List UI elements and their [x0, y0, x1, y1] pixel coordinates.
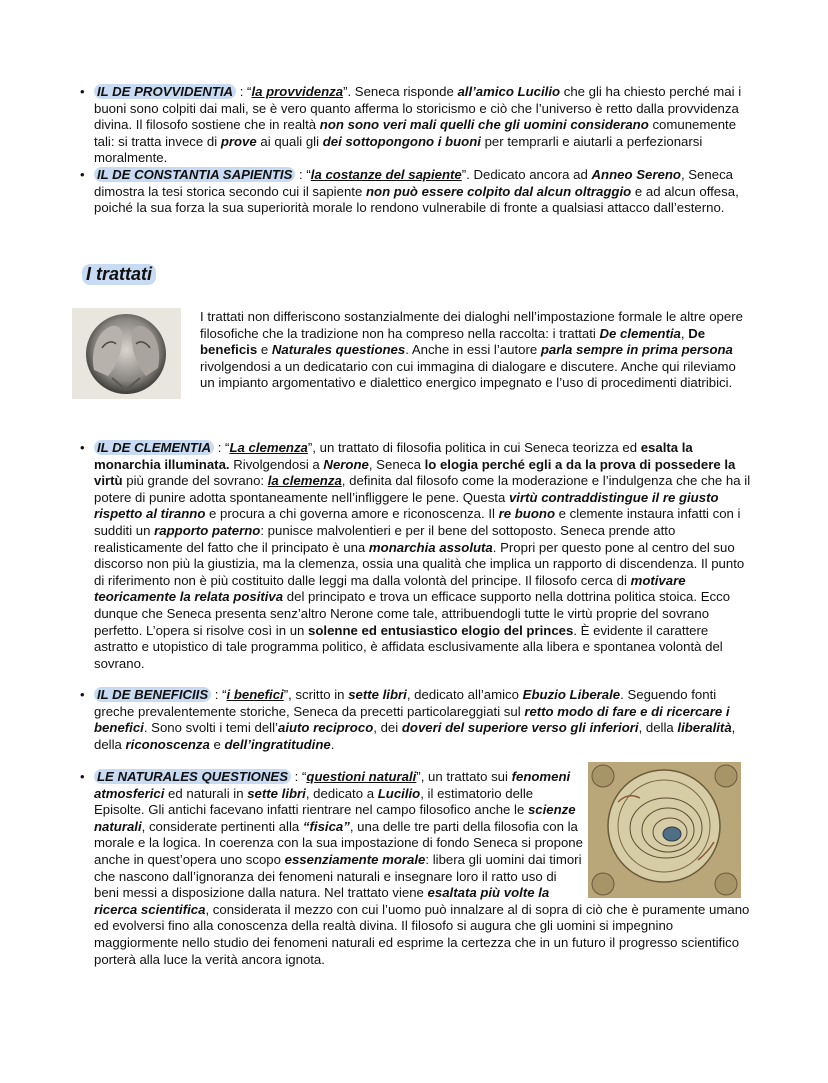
bullet-dot: •	[80, 84, 85, 99]
beneficiis-title: IL DE BENEFICIIS	[94, 687, 211, 702]
bullet-dot: •	[80, 769, 85, 784]
bullet-providentia	[80, 84, 752, 167]
providentia-text: IL DE PROVVIDENTIA : “la provvidenza”. Seneca risponde all’amico Lucilio che gli ha chiesto perché mai i buoni sono colpiti dai mali, se è vero quanto afferma lo storicismo e ciò che l’universo è retto dalla provvidenza divina. Il filosofo sostiene che in realtà non sono veri mali quelli che gli uomini considerano comunemente tali: si tratta invece di prove ai quali gli dei sottopongono i buoni per temprarli e aiutarli a perfezionarsi moralmente.	[94, 84, 742, 166]
constantia-text: IL DE CONSTANTIA SAPIENTIS : “la costanze del sapiente”. Dedicato ancora ad Anneo Sereno, Seneca dimostra la tesi storica secondo cui il sapiente non può essere colpito dal alcun oltraggio e ad alcun offesa, poiché la sua forza la sua superiorità morale lo rendono vulnerabile di fronte a qualsiasi attacco dall’esterno.	[94, 167, 739, 216]
bullet-beneficiis	[80, 687, 752, 753]
bullet-dot: •	[80, 687, 85, 702]
beneficiis-text: IL DE BENEFICIIS : “i benefici”, scritto in sette libri, dedicato all’amico Ebuzio Liberale. Seguendo fonti greche prevalentemente storiche, Seneca da precetti particolareggiati sul retto modo di fare e di ricercare i benefici. Sono svolti i temi dell’aiuto reciproco, dei doveri del superiore verso gli inferiori, della liberalità, della riconoscenza e dell’ingratitudine.	[94, 687, 736, 752]
bullet-constantia	[80, 167, 752, 217]
bullet-dot: •	[80, 167, 85, 182]
seneca-bust-image	[72, 308, 181, 399]
bullet-dot: •	[80, 440, 85, 455]
constantia-title: IL DE CONSTANTIA SAPIENTIS	[94, 167, 295, 182]
naturales-title: LE NATURALES QUESTIONES	[94, 769, 291, 784]
clementia-text: IL DE CLEMENTIA : “La clemenza”, un trattato di filosofia politica in cui Seneca teorizza ed esalta la monarchia illuminata. Rivolgendosi a Nerone, Seneca lo elogia perché egli a da la prova di possedere la virtù più grande del sovrano: la clemenza, definita dal filosofo come la moderazione e l’indulgenza che che ha il potere di punire adotta spontaneamente nell’infliggere le pene. Questa virtù contraddistingue il re giusto rispetto al tiranno e procura a chi governa amore e riconoscenza. Il re buono e clemente instaura infatti con i sudditi un rapporto paterno: punisce malvolentieri e per il bene del sottoposto. Seneca prende atto realisticamente del fatto che il principato è una monarchia assoluta. Propri per questo pone al centro del suo discorso non più la giustizia, ma la clemenza, ossia una qualità che implica un rapporto di discendenza. Il punto di riferimento non è più costituito dalle leggi ma dalla volontà del principe. Il filosofo cerca di motivare teoricamente la relata positiva del principato e trova un efficace supporto nella dottrina politica stoica. Ecco dunque che Seneca presenta senz’altro Nerone come tale, attribuendogli tutte le virtù proprie del sovrano perfetto. L’opera si risolve così in un solenne ed entusiastico elogio del princes. È evidente il carattere astratto e utopistico di tale programma politico, è affidata esclusivamente alla libera e spontanea volontà del sovrano.	[94, 440, 751, 671]
providentia-title: IL DE PROVVIDENTIA	[94, 84, 236, 99]
section-heading: I trattati	[82, 264, 156, 285]
intro-paragraph: I trattati non differiscono sostanzialmente dei dialoghi nell’impostazione formale le altre opere filosofiche che la tradizione non ha compreso nella raccolta: i trattati De clementia, De beneficis e Naturales questiones. Anche in essi l’autore parla sempre in prima persona rivolgendosi a un dedicatario con cui immagina di dialogare e discutere. Anche qui rileviamo un impianto argomentativo e dialettico energico impegnato e l’uso di procedimenti diatribici.	[200, 309, 743, 391]
naturales-text: LE NATURALES QUESTIONES : “questioni naturali”, un trattato sui fenomeni atmosferici ed naturali in sette libri, dedicato a Lucilio, il estimatorio delle Episolte. Gli antichi facevano infatti rientrare nel campo filosofico anche le scienze naturali, considerate pertinenti alla “fisica”, una delle tre parti della filosofia con la morale e la logica. In coerenza con la sua impostazione di fondo Seneca si propone anche in quest’opera uno scopo essenziamente morale: libera gli uomini dai timori che nascono dall’ignoranza dei fenomeni naturali e insegnare loro il ratto uso di beni messi a disposizione dalla natura. Nel trattato viene esaltata più volte la ricerca scientifica, considerata il mezzo con cui l’uomo può innalzare al di sopra di ciò che è puramente umano ed evolversi fino alla conoscenza della realtà divina. Il filosofo si augura che gli uomini si impegnino maggiormente nello studio dei fenomeni naturali ed esprime la certezza che in un futuro il progresso scientifico porterà alla luce la verità ancora ignota.	[94, 769, 750, 967]
bullet-clementia	[80, 440, 752, 672]
bullet-naturales	[80, 769, 752, 968]
clementia-title: IL DE CLEMENTIA	[94, 440, 214, 455]
